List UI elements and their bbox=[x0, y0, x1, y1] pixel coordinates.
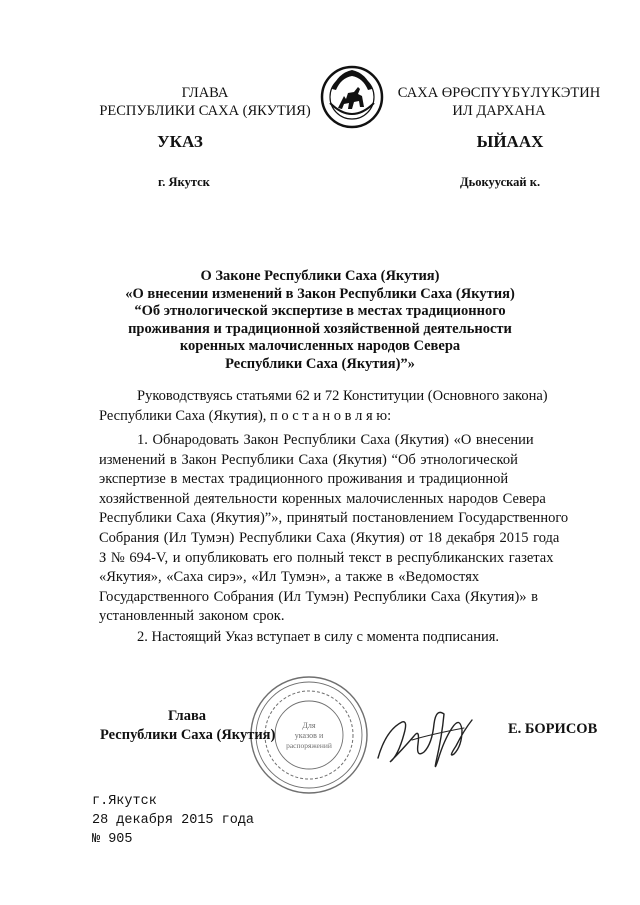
item-1-line: Собрания (Ил Тумэн) Республики Саха (Якутия) от 18 декабря 2015 года bbox=[99, 529, 560, 546]
intro-paragraph bbox=[99, 387, 599, 426]
item-1-line: 1. Обнародовать Закон Республики Саха (Якутия) «О внесении bbox=[137, 432, 534, 448]
issuer-ru-line1: ГЛАВА bbox=[181, 85, 229, 101]
item-1-line: Государственного Собрания (Ил Тумэн) Республики Саха (Якутия)» в bbox=[99, 588, 539, 605]
item-1-line: экспертизе в местах традиционного проживания и традиционной bbox=[99, 471, 509, 488]
signatory-title bbox=[100, 707, 274, 745]
item-1-line: «Якутия», «Саха сирэ», «Ил Тумэн», а также в «Ведомостях bbox=[99, 569, 480, 586]
intro-line: Республики Саха (Якутия), п о с т а н о в л я ю: bbox=[99, 407, 392, 424]
coat-of-arms-emblem bbox=[318, 63, 386, 131]
issuer-ru-line2: РЕСПУБЛИКИ САХА (ЯКУТИЯ) bbox=[99, 103, 311, 119]
stamp-center-line: распоряжений bbox=[286, 741, 332, 750]
item-1-line: установленный законом срок. bbox=[99, 608, 285, 625]
handwritten-signature bbox=[372, 700, 482, 780]
title-line: проживания и традиционной хозяйственной деятельности bbox=[128, 320, 512, 337]
footer-number: № 905 bbox=[92, 832, 133, 847]
item-2-paragraph bbox=[99, 628, 599, 648]
footer-registry bbox=[92, 792, 254, 849]
footer-date: 28 декабря 2015 года bbox=[92, 813, 255, 828]
issuer-sakha-line2: ИЛ ДАРХАНА bbox=[452, 103, 546, 119]
title-line: «О внесении изменений в Закон Республики Саха (Якутия) bbox=[125, 285, 515, 302]
issuer-sakha bbox=[384, 84, 614, 120]
decree-type-sakha: ЫЙААХ bbox=[476, 132, 544, 151]
city-ru: г. Якутск bbox=[158, 175, 210, 189]
title-line: Республики Саха (Якутия)”» bbox=[225, 355, 415, 372]
stamp-center-line: указов и bbox=[294, 731, 324, 740]
signatory-title-line1: Глава bbox=[167, 708, 207, 724]
issuer-sakha-line1: САХА ӨРӨСПҮҮБҮЛҮКЭТИН bbox=[397, 85, 601, 101]
stamp-center-line: Для bbox=[302, 721, 316, 730]
item-2-line: 2. Настоящий Указ вступает в силу с момента подписания. bbox=[137, 629, 500, 645]
title-line: “Об этнологической экспертизе в местах традиционного bbox=[134, 303, 506, 320]
item-1-paragraph bbox=[99, 431, 599, 627]
title-line: коренных малочисленных народов Севера bbox=[179, 338, 461, 355]
intro-line: Руководствуясь статьями 62 и 72 Конституции (Основного закона) bbox=[137, 388, 548, 404]
item-1-line: хозяйственной деятельности коренных малочисленных народов Севера bbox=[99, 490, 546, 507]
item-1-line: Республики Саха (Якутия)”», принятый постановлением Государственного bbox=[99, 510, 569, 527]
footer-city: г.Якутск bbox=[92, 794, 157, 809]
city-sakha: Дьокуускай к. bbox=[460, 175, 541, 189]
title-line: О Законе Республики Саха (Якутия) bbox=[200, 268, 440, 284]
item-1-line: изменений в Закон Республики Саха (Якутия) “Об этнологической bbox=[99, 451, 518, 468]
decree-type-ru: УКАЗ bbox=[157, 132, 203, 151]
issuer-ru bbox=[90, 84, 320, 120]
item-1-line: З № 694-V, и опубликовать его полный текст в республиканских газетах bbox=[99, 549, 554, 566]
signatory-name: Е. БОРИСОВ bbox=[508, 721, 598, 737]
document-title bbox=[60, 268, 580, 374]
signatory-title-line2: Республики Саха (Якутия) bbox=[100, 727, 276, 743]
